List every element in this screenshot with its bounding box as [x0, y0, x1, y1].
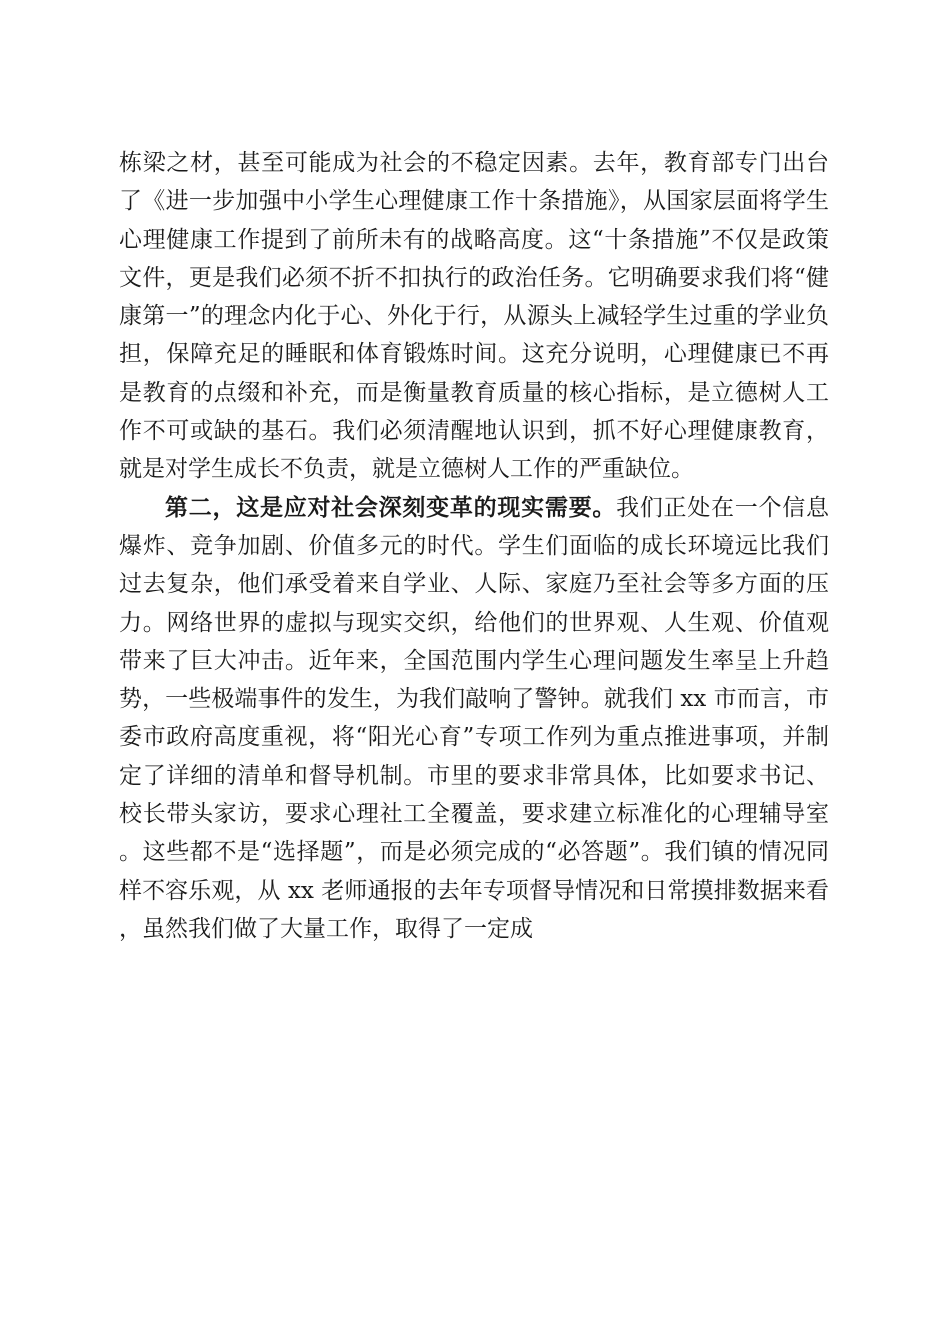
- document-body: [119, 144, 829, 948]
- paragraph-2-text: 我们正处在一个信息爆炸、竞争加剧、价值多元的时代。学生们面临的成长环境远比我们过去复杂，他们承受着来自学业、人际、家庭乃至社会等多方面的压力。网络世界的虚拟与现实交织，给他们的世界观、人生观、价值观带来了巨大冲击。近年来，全国范围内学生心理问题发生率呈上升趋势，一些极端事件的发生，为我们敲响了警钟。就我们 xx 市而言，市委市政府高度重视，将“阳光心育”专项工作列为重点推进事项，并制定了详细的清单和督导机制。市里的要求非常具体，比如要求书记、校长带头家访，要求心理社工全覆盖，要求建立标准化的心理辅导室。这些都不是“选择题”，而是必须完成的“必答题”。我们镇的情况同样不容乐观，从 xx 老师通报的去年专项督导情况和日常摸排数据来看，虽然我们做了大量工作，取得了一定成: [119, 494, 830, 942]
- paragraph-2-lead: 第二，这是应对社会深刻变革的现实需要。: [165, 493, 617, 521]
- paragraph-1-text: 栋梁之材，甚至可能成为社会的不稳定因素。去年，教育部专门出台了《进一步加强中小学生心理健康工作十条措施》，从国家层面将学生心理健康工作提到了前所未有的战略高度。这“十条措施”不仅是政策文件，更是我们必须不折不扣执行的政治任务。它明确要求我们将“健康第一”的理念内化于心、外化于行，从源头上减轻学生过重的学业负担，保障充足的睡眠和体育锻炼时间。这充分说明，心理健康已不再是教育的点缀和补充，而是衡量教育质量的核心指标，是立德树人工作不可或缺的基石。我们必须清醒地认识到，抓不好心理健康教育，就是对学生成长不负责，就是立德树人工作的严重缺位。: [119, 150, 829, 483]
- paragraph-1: [119, 144, 829, 489]
- paragraph-2: [119, 489, 829, 949]
